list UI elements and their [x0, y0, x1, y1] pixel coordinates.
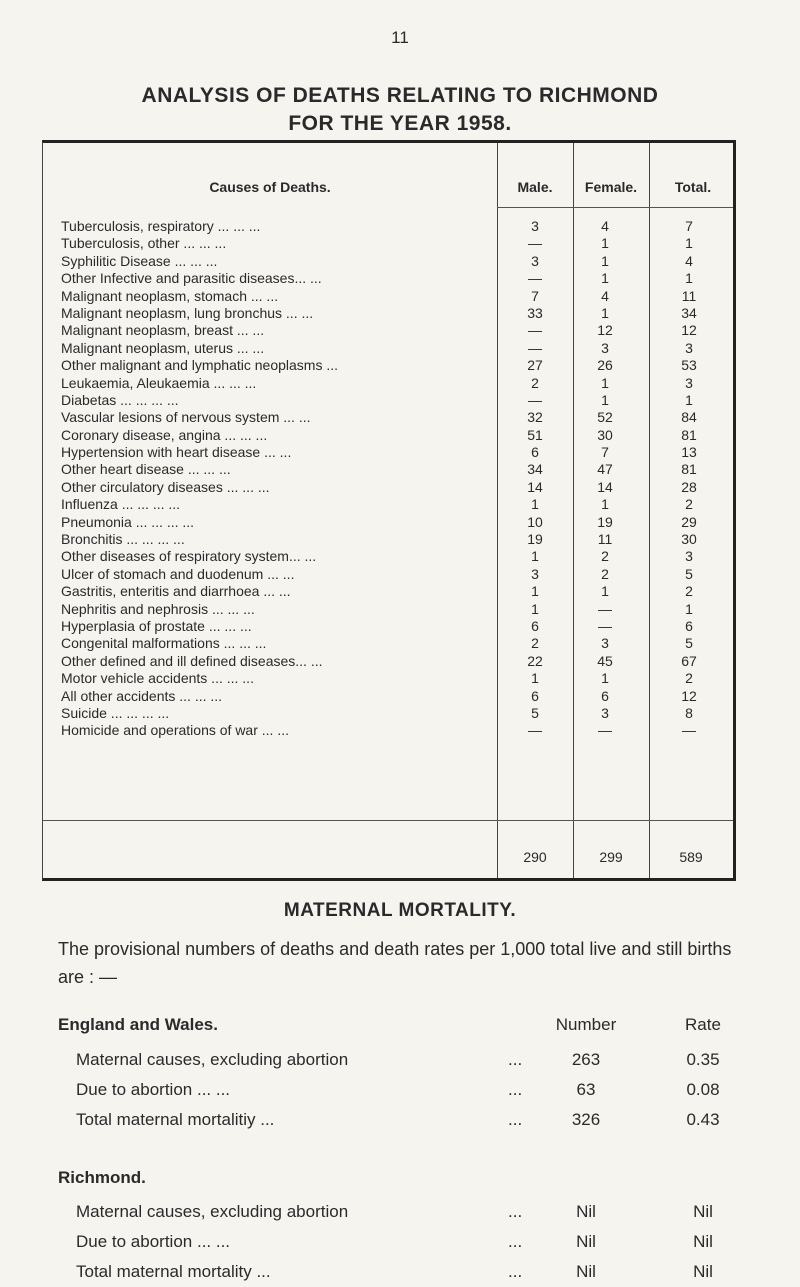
england-heading: England and Wales. [58, 1015, 218, 1034]
header-female: Female. [584, 179, 638, 195]
row-female: 1 [601, 304, 609, 321]
row-cause: All other accidents ... ... ... [61, 687, 223, 704]
maternal-rate: 0.08 [686, 1080, 720, 1099]
table-row [43, 548, 733, 565]
row-female: 6 [601, 687, 609, 704]
row-female: — [598, 600, 612, 617]
totals-divider [43, 820, 733, 821]
row-male: 19 [527, 531, 543, 548]
row-female: 4 [601, 218, 609, 234]
row-female: 3 [601, 704, 609, 721]
row-cause: Diabetas ... ... ... ... [61, 391, 179, 408]
row-total: 2 [685, 496, 693, 513]
number-column-header: Number [555, 1015, 617, 1034]
table-body [43, 218, 733, 740]
row-male: — [528, 722, 542, 739]
row-male: 1 [531, 670, 539, 687]
row-male: 6 [531, 617, 539, 634]
row-cause: Pneumonia ... ... ... ... [61, 513, 195, 530]
maternal-label: Maternal causes, excluding abortion [76, 1202, 349, 1221]
row-male: 1 [531, 583, 539, 600]
row-cause: Other Infective and parasitic diseases... ... [61, 270, 322, 287]
leader-dots: ... [508, 1232, 523, 1251]
row-male: 6 [531, 444, 539, 461]
table-row [43, 218, 733, 235]
maternal-rate: Nil [693, 1232, 713, 1251]
row-total: 13 [681, 444, 697, 461]
row-total: 67 [681, 652, 697, 669]
maternal-label: Maternal causes, excluding abortion [76, 1050, 349, 1069]
maternal-number: Nil [576, 1262, 596, 1281]
row-cause: Other heart disease ... ... ... [61, 461, 231, 478]
row-male: 2 [531, 374, 539, 391]
row-total: 5 [685, 635, 693, 652]
row-cause: Influenza ... ... ... ... [61, 496, 181, 513]
row-cause: Other circulatory diseases ... ... ... [61, 478, 270, 495]
row-male: 27 [527, 357, 543, 374]
table-row [43, 653, 733, 670]
row-male: 1 [531, 496, 539, 513]
page-title [40, 82, 760, 138]
england-maternal-row [76, 1076, 736, 1104]
maternal-rate: 0.35 [686, 1050, 720, 1069]
row-total: 11 [681, 287, 697, 304]
row-cause: Leukaemia, Aleukaemia ... ... ... [61, 374, 257, 391]
row-cause: Malignant neoplasm, uterus ... ... [61, 339, 265, 356]
row-female: 7 [601, 444, 609, 461]
row-total: — [682, 722, 696, 739]
table-row [43, 340, 733, 357]
table-row [43, 705, 733, 722]
row-cause: Homicide and operations of war ... ... [61, 722, 289, 739]
row-female: 30 [597, 426, 613, 443]
table-row [43, 722, 733, 739]
total-all: 589 [679, 849, 703, 865]
table-row [43, 496, 733, 513]
row-male: — [528, 339, 542, 356]
row-cause: Vascular lesions of nervous system ... ... [61, 409, 311, 426]
row-female: 2 [601, 565, 609, 582]
maternal-label: Total maternal mortality ... [76, 1262, 271, 1281]
leader-dots: ... [508, 1202, 523, 1221]
row-total: 2 [685, 583, 693, 600]
row-female: 1 [601, 670, 609, 687]
row-female: 1 [601, 270, 609, 287]
maternal-rate: 0.43 [686, 1110, 720, 1129]
row-cause: Coronary disease, angina ... ... ... [61, 426, 268, 443]
row-cause: Malignant neoplasm, lung bronchus ... ... [61, 304, 314, 321]
row-total: 4 [685, 252, 693, 269]
row-female: 12 [597, 322, 613, 339]
header-total: Total. [674, 179, 712, 195]
row-male: 5 [531, 704, 539, 721]
table-row [43, 688, 733, 705]
row-female: 1 [601, 583, 609, 600]
row-male: 3 [531, 218, 539, 234]
richmond-maternal-row [76, 1228, 736, 1256]
row-male: 3 [531, 565, 539, 582]
row-cause: Hypertension with heart disease ... ... [61, 444, 292, 461]
row-male: 7 [531, 287, 539, 304]
table-row [43, 392, 733, 409]
maternal-label: Due to abortion ... ... [76, 1080, 231, 1099]
rate-column-header: Rate [685, 1015, 721, 1034]
row-female: 52 [597, 409, 613, 426]
page-number: 11 [391, 28, 409, 47]
table-row [43, 427, 733, 444]
row-female: 1 [601, 252, 609, 269]
row-male: 22 [527, 652, 543, 669]
row-male: — [528, 322, 542, 339]
row-cause: Tuberculosis, other ... ... ... [61, 235, 227, 252]
row-male: 1 [531, 548, 539, 565]
row-female: 14 [597, 478, 613, 495]
row-total: 3 [685, 548, 693, 565]
richmond-heading: Richmond. [58, 1168, 146, 1187]
row-total: 53 [681, 357, 697, 374]
maternal-number: Nil [576, 1232, 596, 1251]
row-cause: Malignant neoplasm, stomach ... ... [61, 287, 279, 304]
title-line-2: FOR THE YEAR 1958. [288, 112, 512, 135]
row-total: 8 [685, 704, 693, 721]
maternal-mortality-title: MATERNAL MORTALITY. [283, 900, 517, 921]
row-female: 26 [597, 357, 613, 374]
row-male: 10 [527, 513, 543, 530]
table-row [43, 288, 733, 305]
row-male: 51 [527, 426, 543, 443]
deaths-table [42, 140, 736, 881]
table-row [43, 514, 733, 531]
table-row [43, 375, 733, 392]
row-total: 7 [685, 218, 693, 234]
table-row [43, 305, 733, 322]
total-female: 299 [599, 849, 623, 865]
row-total: 84 [681, 409, 697, 426]
row-female: 1 [601, 496, 609, 513]
maternal-number: 63 [576, 1080, 596, 1099]
row-cause: Ulcer of stomach and duodenum ... ... [61, 565, 295, 582]
richmond-maternal-row [76, 1198, 736, 1226]
row-total: 3 [685, 339, 693, 356]
row-male: 33 [527, 304, 543, 321]
row-cause: Bronchitis ... ... ... ... [61, 531, 185, 548]
row-male: — [528, 235, 542, 252]
table-row [43, 409, 733, 426]
maternal-number: Nil [576, 1202, 596, 1221]
leader-dots: ... [508, 1080, 523, 1099]
row-total: 1 [685, 391, 693, 408]
row-cause: Hyperplasia of prostate ... ... ... [61, 617, 252, 634]
row-total: 29 [681, 513, 697, 530]
total-male: 290 [523, 849, 547, 865]
maternal-intro: The provisional numbers of deaths and death rates per 1,000 total live and still births are : — [58, 939, 732, 987]
row-female: 3 [601, 635, 609, 652]
row-female: — [598, 722, 612, 739]
row-total: 2 [685, 670, 693, 687]
row-total: 1 [685, 600, 693, 617]
row-female: — [598, 617, 612, 634]
maternal-number: 263 [571, 1050, 601, 1069]
row-cause: Other diseases of respiratory system... ... [61, 548, 317, 565]
row-cause: Gastritis, enteritis and diarrhoea ... ... [61, 583, 291, 600]
england-maternal-row [76, 1106, 736, 1134]
row-male: 3 [531, 252, 539, 269]
maternal-label: Total maternal mortalitiy ... [76, 1110, 275, 1129]
row-total: 81 [681, 426, 697, 443]
row-total: 1 [685, 235, 693, 252]
row-cause: Congenital malformations ... ... ... [61, 635, 267, 652]
table-row [43, 583, 733, 600]
table-row [43, 601, 733, 618]
maternal-rate: Nil [693, 1262, 713, 1281]
row-total: 6 [685, 617, 693, 634]
row-female: 45 [597, 652, 613, 669]
table-row [43, 444, 733, 461]
row-total: 12 [681, 322, 697, 339]
leader-dots: ... [508, 1262, 523, 1281]
leader-dots: ... [508, 1110, 523, 1129]
maternal-number: 326 [571, 1110, 601, 1129]
row-cause: Other defined and ill defined diseases... ... [61, 652, 323, 669]
row-female: 47 [597, 461, 613, 478]
row-female: 1 [601, 235, 609, 252]
row-cause: Motor vehicle accidents ... ... ... [61, 670, 254, 687]
row-total: 1 [685, 270, 693, 287]
row-cause: Syphilitic Disease ... ... ... [61, 252, 218, 269]
row-male: 32 [527, 409, 543, 426]
table-row [43, 531, 733, 548]
table-row [43, 670, 733, 687]
table-row [43, 461, 733, 478]
table-row [43, 322, 733, 339]
row-cause: Other malignant and lymphatic neoplasms ... [61, 357, 339, 374]
row-total: 3 [685, 374, 693, 391]
row-cause: Suicide ... ... ... ... [61, 704, 170, 721]
row-female: 3 [601, 339, 609, 356]
maternal-label: Due to abortion ... ... [76, 1232, 231, 1251]
row-female: 1 [601, 374, 609, 391]
row-male: 14 [527, 478, 543, 495]
row-total: 28 [681, 478, 697, 495]
england-maternal-row [76, 1046, 736, 1074]
table-row [43, 618, 733, 635]
row-total: 34 [681, 304, 697, 321]
row-male: — [528, 391, 542, 408]
table-row [43, 635, 733, 652]
row-total: 81 [681, 461, 697, 478]
row-female: 19 [597, 513, 613, 530]
row-female: 11 [597, 531, 613, 548]
row-cause: Nephritis and nephrosis ... ... ... [61, 600, 255, 617]
row-male: — [528, 270, 542, 287]
header-cause: Causes of Deaths. [209, 179, 331, 195]
row-female: 1 [601, 391, 609, 408]
row-male: 34 [527, 461, 543, 478]
row-male: 6 [531, 687, 539, 704]
row-cause: Malignant neoplasm, breast ... ... [61, 322, 265, 339]
header-male: Male. [517, 179, 553, 195]
table-row [43, 235, 733, 252]
row-male: 2 [531, 635, 539, 652]
table-row [43, 253, 733, 270]
title-line-1: ANALYSIS OF DEATHS RELATING TO RICHMOND [141, 84, 659, 107]
row-total: 5 [685, 565, 693, 582]
row-total: 12 [681, 687, 697, 704]
row-female: 4 [601, 287, 609, 304]
table-row [43, 566, 733, 583]
leader-dots: ... [508, 1050, 523, 1069]
row-total: 30 [681, 531, 697, 548]
table-row [43, 270, 733, 287]
maternal-rate: Nil [693, 1202, 713, 1221]
header-divider [497, 207, 733, 208]
row-female: 2 [601, 548, 609, 565]
richmond-maternal-row [76, 1258, 736, 1286]
table-row [43, 357, 733, 374]
table-row [43, 479, 733, 496]
row-cause: Tuberculosis, respiratory ... ... ... [61, 218, 261, 234]
row-male: 1 [531, 600, 539, 617]
